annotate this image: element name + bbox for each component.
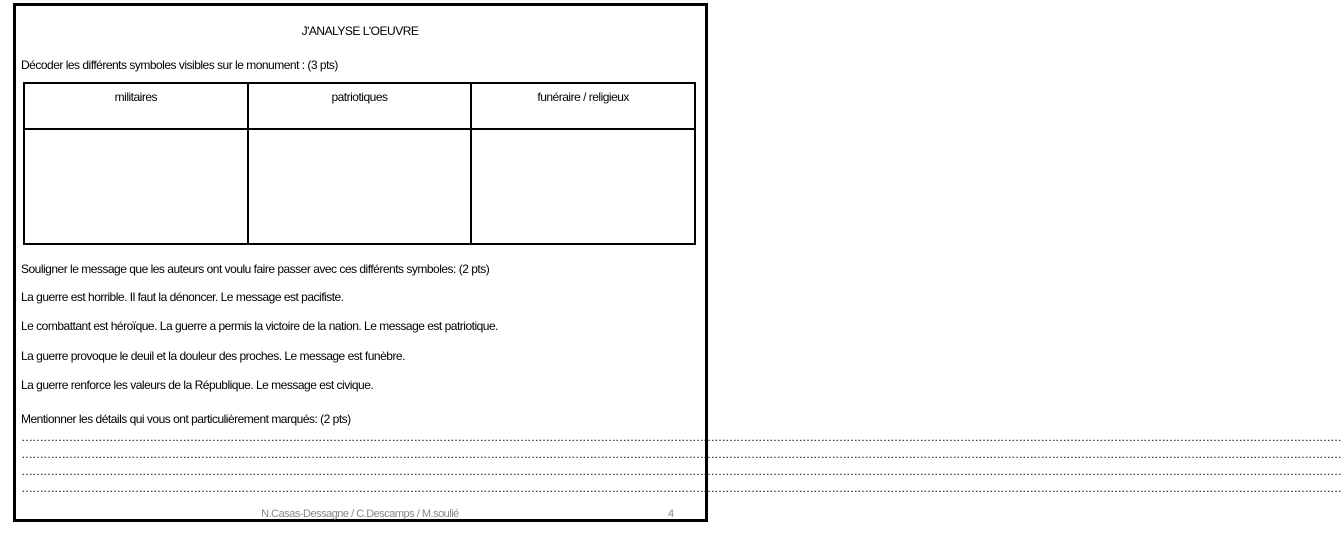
answer-cell-militaires[interactable]: [24, 129, 248, 244]
header-patriotiques: patriotiques: [248, 83, 472, 129]
page-title: J'ANALYSE L'OEUVRE: [301, 24, 419, 38]
message-option[interactable]: La guerre est horrible. Il faut la dénoncer. Le message est pacifiste.: [21, 290, 344, 304]
answer-line[interactable]: ………………………………………………………………………………………………………………………………………………………………………………………………………………………………………………………………………………………………………………………………: [21, 447, 1341, 461]
answer-cell-patriotiques[interactable]: [248, 129, 472, 244]
answer-line[interactable]: ………………………………………………………………………………………………………………………………………………………………………………………………………………………………………………………………………………………………………………………………: [21, 481, 1341, 495]
footer-authors: N.Casas-Dessagne / C.Descamps / M.soulié: [261, 508, 459, 520]
answer-line[interactable]: ………………………………………………………………………………………………………………………………………………………………………………………………………………………………………………………………………………………………………………………………: [21, 430, 1341, 444]
message-option[interactable]: La guerre renforce les valeurs de la République. Le message est civique.: [21, 378, 374, 392]
answer-line[interactable]: ………………………………………………………………………………………………………………………………………………………………………………………………………………………………………………………………………………………………………………………………: [21, 464, 1341, 478]
symbols-table: [23, 82, 696, 245]
header-funeraire-religieux: funéraire / religieux: [471, 83, 695, 129]
section-decoder-instruction: Décoder les différents symboles visibles sur le monument : (3 pts): [21, 58, 338, 72]
message-option[interactable]: Le combattant est héroïque. La guerre a permis la victoire de la nation. Le message est patriotique.: [21, 319, 498, 333]
answer-cell-funeraire[interactable]: [471, 129, 695, 244]
page-number: 4: [668, 508, 674, 520]
section-details-instruction: Mentionner les détails qui vous ont particulièrement marqués: (2 pts): [21, 412, 351, 426]
section-souligner-instruction: Souligner le message que les auteurs ont voulu faire passer avec ces différents symboles: (2 pts): [21, 262, 490, 276]
header-militaires: militaires: [24, 83, 248, 129]
message-option[interactable]: La guerre provoque le deuil et la douleur des proches. Le message est funèbre.: [21, 349, 405, 363]
